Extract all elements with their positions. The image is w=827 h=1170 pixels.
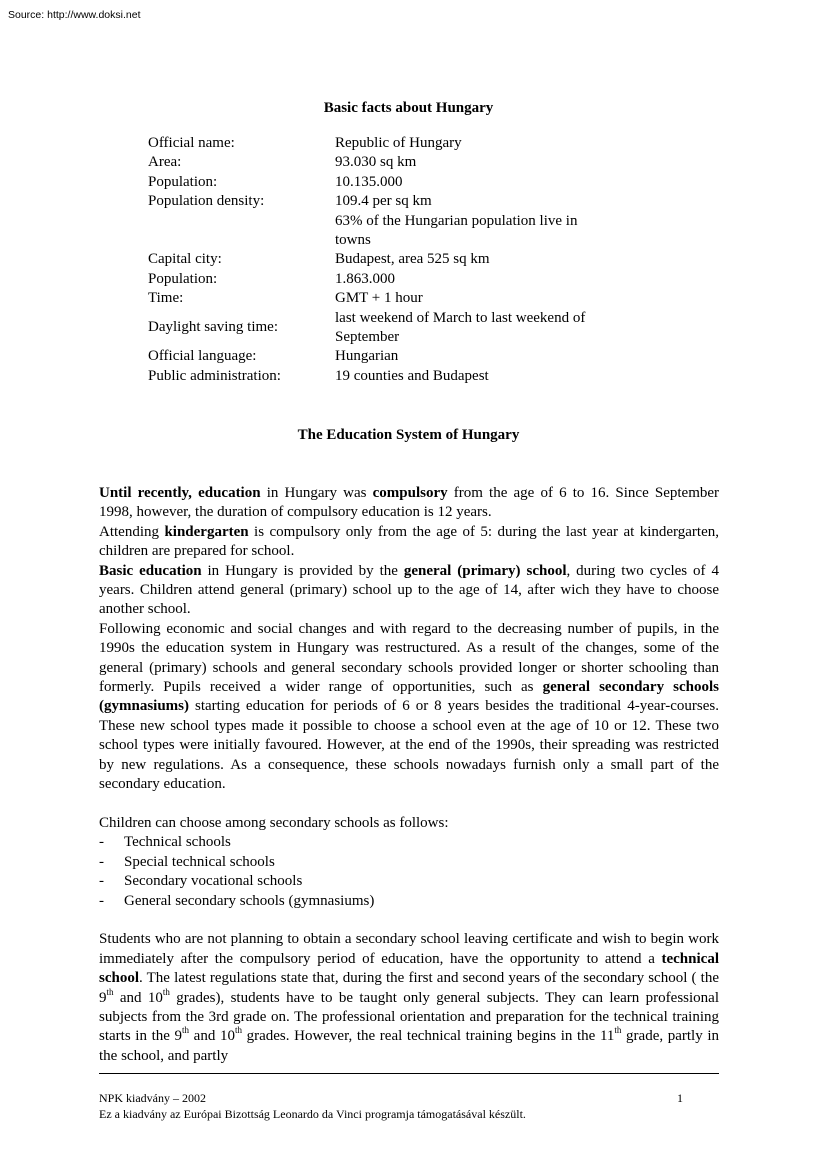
fact-label: Population:	[148, 270, 218, 287]
list-item	[99, 833, 719, 852]
facts-row	[148, 212, 635, 251]
spacer	[99, 795, 719, 814]
text: grades), students have to be taught only general subjects. They can learn professional subjects from the 3rd grade on. The professional orientation and preparation for the technical training starts in the 9	[99, 989, 719, 1045]
fact-label: Population density:	[148, 193, 265, 210]
text: Following economic and social changes and with regard to the decreasing number of pupils, in the 1990s the education system in Hungary was restructured. As a result of the changes, some of the general (primary) schools and general secondary schools provided longer or shorter schooling than formerly. Pupils received a wider range of opportunities, such as	[99, 620, 719, 696]
list-dash: -	[99, 834, 104, 851]
list-item-text: Special technical schools	[124, 853, 275, 870]
spacer	[99, 911, 719, 930]
fact-value: 93.030 sq km	[335, 154, 417, 171]
bold-text: general secondary schools (gymnasiums)	[99, 679, 719, 715]
footer-note: Ez a kiadvány az Európai Bizottság Leonardo da Vinci programja támogatásával készült.	[99, 1107, 526, 1121]
text: and 10	[113, 989, 163, 1006]
section-title: The Education System of Hungary	[297, 427, 520, 443]
text: and 10	[189, 1028, 235, 1045]
facts-row	[148, 250, 635, 269]
text: , during two cycles of 4 years. Children attend general (primary) school up to the age of 14, after wich they have to choose another school.	[99, 562, 719, 618]
superscript: th	[106, 986, 114, 997]
fact-value: last weekend of March to last weekend of September	[335, 309, 586, 346]
page-title: Basic facts about Hungary	[323, 100, 494, 116]
fact-label: Area:	[148, 154, 182, 171]
paragraph	[99, 562, 719, 620]
list-intro: Children can choose among secondary schools as follows:	[99, 814, 449, 831]
source-url: Source: http://www.doksi.net	[8, 9, 141, 21]
fact-label: Official name:	[148, 135, 235, 151]
fact-value: GMT + 1 hour	[335, 290, 423, 307]
list-item	[99, 872, 719, 891]
facts-row	[148, 309, 635, 348]
fact-label: Population:	[148, 173, 218, 190]
list-dash: -	[99, 853, 104, 870]
text: Attending	[99, 523, 165, 540]
fact-label: Time:	[148, 290, 184, 307]
text: . The latest regulations state that, during the first and second years of the secondary school ( the 9	[99, 970, 719, 1006]
text: Students who are not planning to obtain a secondary school leaving certificate and wish to begin work immediately after the compulsory period of education, have the opportunity to attend a	[99, 931, 719, 967]
list-item-text: General secondary schools (gymnasiums)	[124, 892, 375, 909]
text: starting education for periods of 6 or 8 years besides the traditional 4-year-courses. These new school types made it possible to choose a school even at the age of 10 or 12. These two school types were initially favoured. However, at the end of the 1990s, their spreading was restricted by new regulations. As a consequence, these schools nowadays furnish only a small part of the secondary education.	[99, 698, 719, 793]
superscript: th	[162, 986, 170, 997]
paragraph	[99, 930, 719, 1066]
bold-text: Basic education	[99, 562, 202, 579]
bold-text: kindergarten	[164, 523, 249, 540]
facts-row	[148, 367, 635, 386]
text: is compulsory only from the age of 5: during the last year at kindergarten, children are prepared for school.	[99, 523, 719, 560]
facts-row	[148, 289, 635, 308]
list-item-text: Secondary vocational schools	[124, 873, 303, 890]
fact-value: Republic of Hungary	[335, 135, 462, 151]
fact-value: 109.4 per sq km	[335, 193, 432, 210]
bold-text: technical school	[99, 950, 719, 987]
fact-label	[148, 212, 335, 251]
bold-text: Until recently, education	[99, 485, 261, 501]
facts-table	[148, 134, 635, 386]
footer-rule	[99, 1073, 719, 1074]
fact-value: 63% of the Hungarian population live in towns	[335, 212, 578, 249]
fact-value: 19 counties and Budapest	[335, 367, 489, 384]
fact-label: Public administration:	[148, 367, 281, 384]
text: in Hungary was	[260, 485, 373, 501]
list-dash: -	[99, 873, 104, 890]
list-item	[99, 892, 719, 911]
fact-label: Daylight saving time:	[148, 319, 278, 336]
list-dash: -	[99, 892, 104, 909]
facts-row	[148, 347, 635, 366]
footer	[99, 1090, 719, 1122]
footer-publisher: NPK kiadvány – 2002	[99, 1091, 206, 1105]
text: from the age of 6 to 16. Since September 1998, however, the duration of compulsory education is 12 years.	[99, 485, 720, 521]
paragraph	[99, 523, 719, 562]
list-item-text: Technical schools	[124, 834, 231, 851]
fact-value: Hungarian	[335, 348, 399, 365]
body-text	[99, 484, 719, 1066]
paragraph	[99, 620, 719, 795]
footer-row	[99, 1090, 719, 1106]
fact-value: Budapest, area 525 sq km	[335, 251, 490, 268]
superscript: th	[182, 1025, 190, 1036]
superscript: th	[614, 1025, 622, 1036]
paragraph	[99, 484, 719, 523]
facts-row	[148, 173, 635, 192]
text: grades. However, the real technical training begins in the 11	[241, 1028, 615, 1045]
text: in Hungary is provided by the	[201, 562, 404, 579]
facts-row	[148, 153, 635, 172]
bold-text: compulsory	[372, 485, 448, 501]
page-number: 1	[677, 1091, 683, 1105]
list-item	[99, 853, 719, 872]
facts-row	[148, 270, 635, 289]
superscript: th	[234, 1025, 242, 1036]
facts-row	[148, 192, 635, 211]
facts-row	[148, 134, 635, 153]
bold-text: general (primary) school	[403, 562, 567, 579]
fact-value: 10.135.000	[335, 173, 403, 190]
fact-label: Capital city:	[148, 251, 222, 268]
text: grade, partly in the school, and partly	[99, 1028, 720, 1064]
fact-value: 1.863.000	[335, 270, 395, 287]
fact-label: Official language:	[148, 348, 257, 365]
